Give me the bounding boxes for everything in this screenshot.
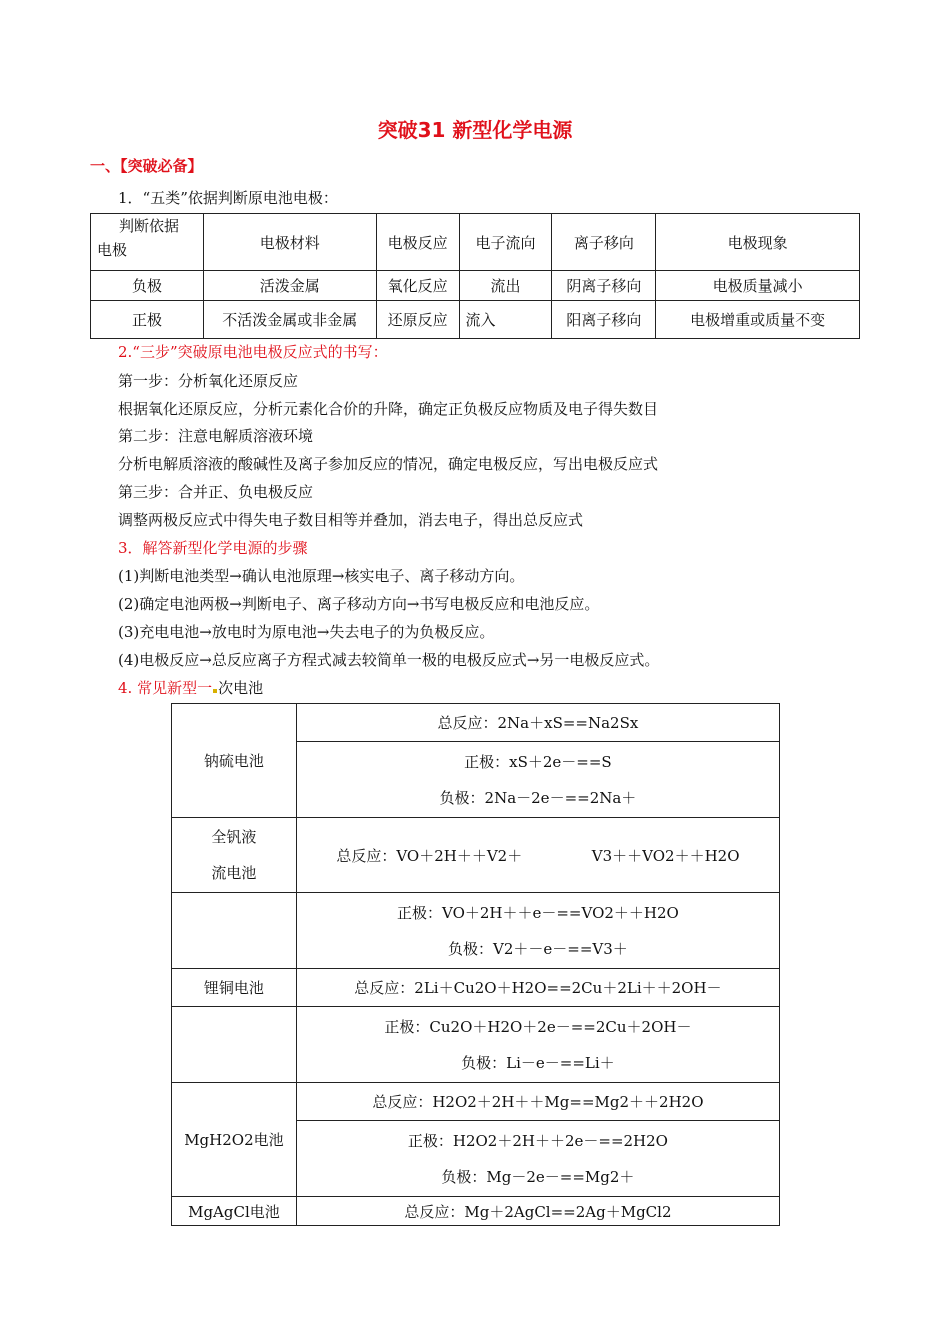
item3-label: 3．解答新型化学电源的步骤	[118, 539, 308, 557]
corner-bottom-text: 电极	[97, 241, 128, 259]
item4-label-part: 4. 常见新型一	[118, 679, 213, 697]
item4-label-part: 次电池	[218, 679, 264, 697]
total-reaction: 总反应：2Li＋Cu2O＋H2O==2Cu＋2Li＋＋2OH－	[296, 969, 779, 1007]
procedure-line: (3)充电电池→放电时为原电池→失去电子的为负极反应。	[118, 623, 495, 641]
battery-name: MgAgCl电池	[172, 1197, 297, 1226]
electrode-reactions	[296, 1121, 779, 1197]
table-header-row	[91, 214, 860, 271]
table-row	[172, 1197, 780, 1226]
table-cell: 阴离子移向	[552, 271, 656, 301]
empty-cell	[172, 1007, 297, 1083]
battery-name: 钠硫电池	[172, 704, 297, 818]
positive-reaction: 正极：VO＋2H＋＋e－==VO2＋＋H2O	[397, 903, 679, 922]
positive-reaction: 正极：Cu2O＋H2O＋2e－==2Cu＋2OH－	[384, 1017, 692, 1036]
section-heading: 一、【突破必备】	[90, 157, 203, 175]
step-line: 分析电解质溶液的酸碱性及离子参加反应的情况，确定电极反应，写出电极反应式	[118, 455, 659, 473]
battery-name: 锂铜电池	[172, 969, 297, 1007]
negative-reaction: 负极：2Na－2e－==2Na＋	[439, 788, 637, 807]
edit-mark-icon	[213, 689, 217, 693]
row-label: 正极	[91, 301, 204, 339]
table-cell: 还原反应	[376, 301, 459, 339]
table-cell: 活泼金属	[203, 271, 376, 301]
step-line: 第二步：注意电解质溶液环境	[118, 427, 314, 445]
procedure-line: (2)确定电池两极→判断电子、离子移动方向→书写电极反应和电池反应。	[118, 595, 600, 613]
table-row	[172, 1083, 780, 1121]
table-cell: 电极质量减小	[656, 271, 860, 301]
battery-name-line: 流电池	[211, 864, 257, 882]
table-cell: 流出	[459, 271, 552, 301]
item1-label: 1．“五类”依据判断原电池电极：	[118, 189, 338, 207]
total-reaction: 总反应：Mg＋2AgCl==2Ag＋MgCl2	[296, 1197, 779, 1226]
table-cell: 电极增重或质量不变	[656, 301, 860, 339]
battery-name	[172, 818, 297, 893]
total-reaction: 总反应：H2O2＋2H＋＋Mg==Mg2＋＋2H2O	[296, 1083, 779, 1121]
table-row	[91, 301, 860, 339]
procedure-line: (1)判断电池类型→确认电池原理→核实电子、离子移动方向。	[118, 567, 525, 585]
corner-cell	[91, 214, 204, 271]
negative-reaction: 负极：V2＋－e－==V3＋	[448, 939, 628, 958]
table-row	[172, 704, 780, 742]
battery-name: MgH2O2电池	[172, 1083, 297, 1197]
battery-name-line: 全钒液	[211, 828, 257, 846]
table-cell: 流入	[459, 301, 552, 339]
table-row	[172, 1007, 780, 1083]
total-reaction	[296, 818, 779, 893]
negative-reaction: 负极：Li－e－==Li＋	[461, 1053, 615, 1072]
table-row	[172, 969, 780, 1007]
negative-reaction: 负极：Mg－2e－==Mg2＋	[441, 1167, 635, 1186]
header-cell: 电极材料	[203, 214, 376, 271]
row-label: 负极	[91, 271, 204, 301]
electrode-reactions	[296, 742, 779, 818]
header-cell: 离子移向	[552, 214, 656, 271]
corner-bottom-label	[97, 238, 203, 262]
table-row	[172, 893, 780, 969]
table-cell: 不活泼金属或非金属	[203, 301, 376, 339]
header-cell: 电极反应	[376, 214, 459, 271]
electrode-criteria-table	[90, 213, 860, 339]
procedure-line: (4)电极反应→总反应离子方程式减去较简单一极的电极反应式→另一电极反应式。	[118, 651, 660, 669]
item4-label	[118, 677, 263, 698]
step-line: 第三步：合并正、负电极反应	[118, 483, 314, 501]
table-cell: 氧化反应	[376, 271, 459, 301]
electrode-reactions	[296, 893, 779, 969]
header-cell: 电极现象	[656, 214, 860, 271]
table-row	[172, 818, 780, 893]
electrode-reactions	[296, 1007, 779, 1083]
header-cell: 电子流向	[459, 214, 552, 271]
table-row	[91, 271, 860, 301]
step-line: 第一步：分析氧化还原反应	[118, 372, 299, 390]
positive-reaction: 正极：xS＋2e－==S	[464, 752, 612, 771]
total-reaction-part: 总反应：VO＋2H＋＋V2＋	[336, 846, 523, 865]
total-reaction: 总反应：2Na＋xS==Na2Sx	[296, 704, 779, 742]
positive-reaction: 正极：H2O2＋2H＋＋2e－==2H2O	[407, 1131, 668, 1150]
total-reaction-part: V3＋＋VO2＋＋H2O	[591, 846, 740, 865]
empty-cell	[172, 893, 297, 969]
item2-label: 2.“三步”突破原电池电极反应式的书写：	[118, 343, 388, 361]
battery-table	[171, 703, 780, 1226]
table-cell: 阳离子移向	[552, 301, 656, 339]
step-line: 根据氧化还原反应，分析元素化合价的升降，确定正负极反应物质及电子得失数目	[118, 400, 659, 418]
page-title: 突破31 新型化学电源	[377, 118, 573, 142]
step-line: 调整两极反应式中得失电子数目相等并叠加，消去电子，得出总反应式	[118, 511, 584, 529]
corner-top-label: 判断依据	[119, 217, 180, 235]
